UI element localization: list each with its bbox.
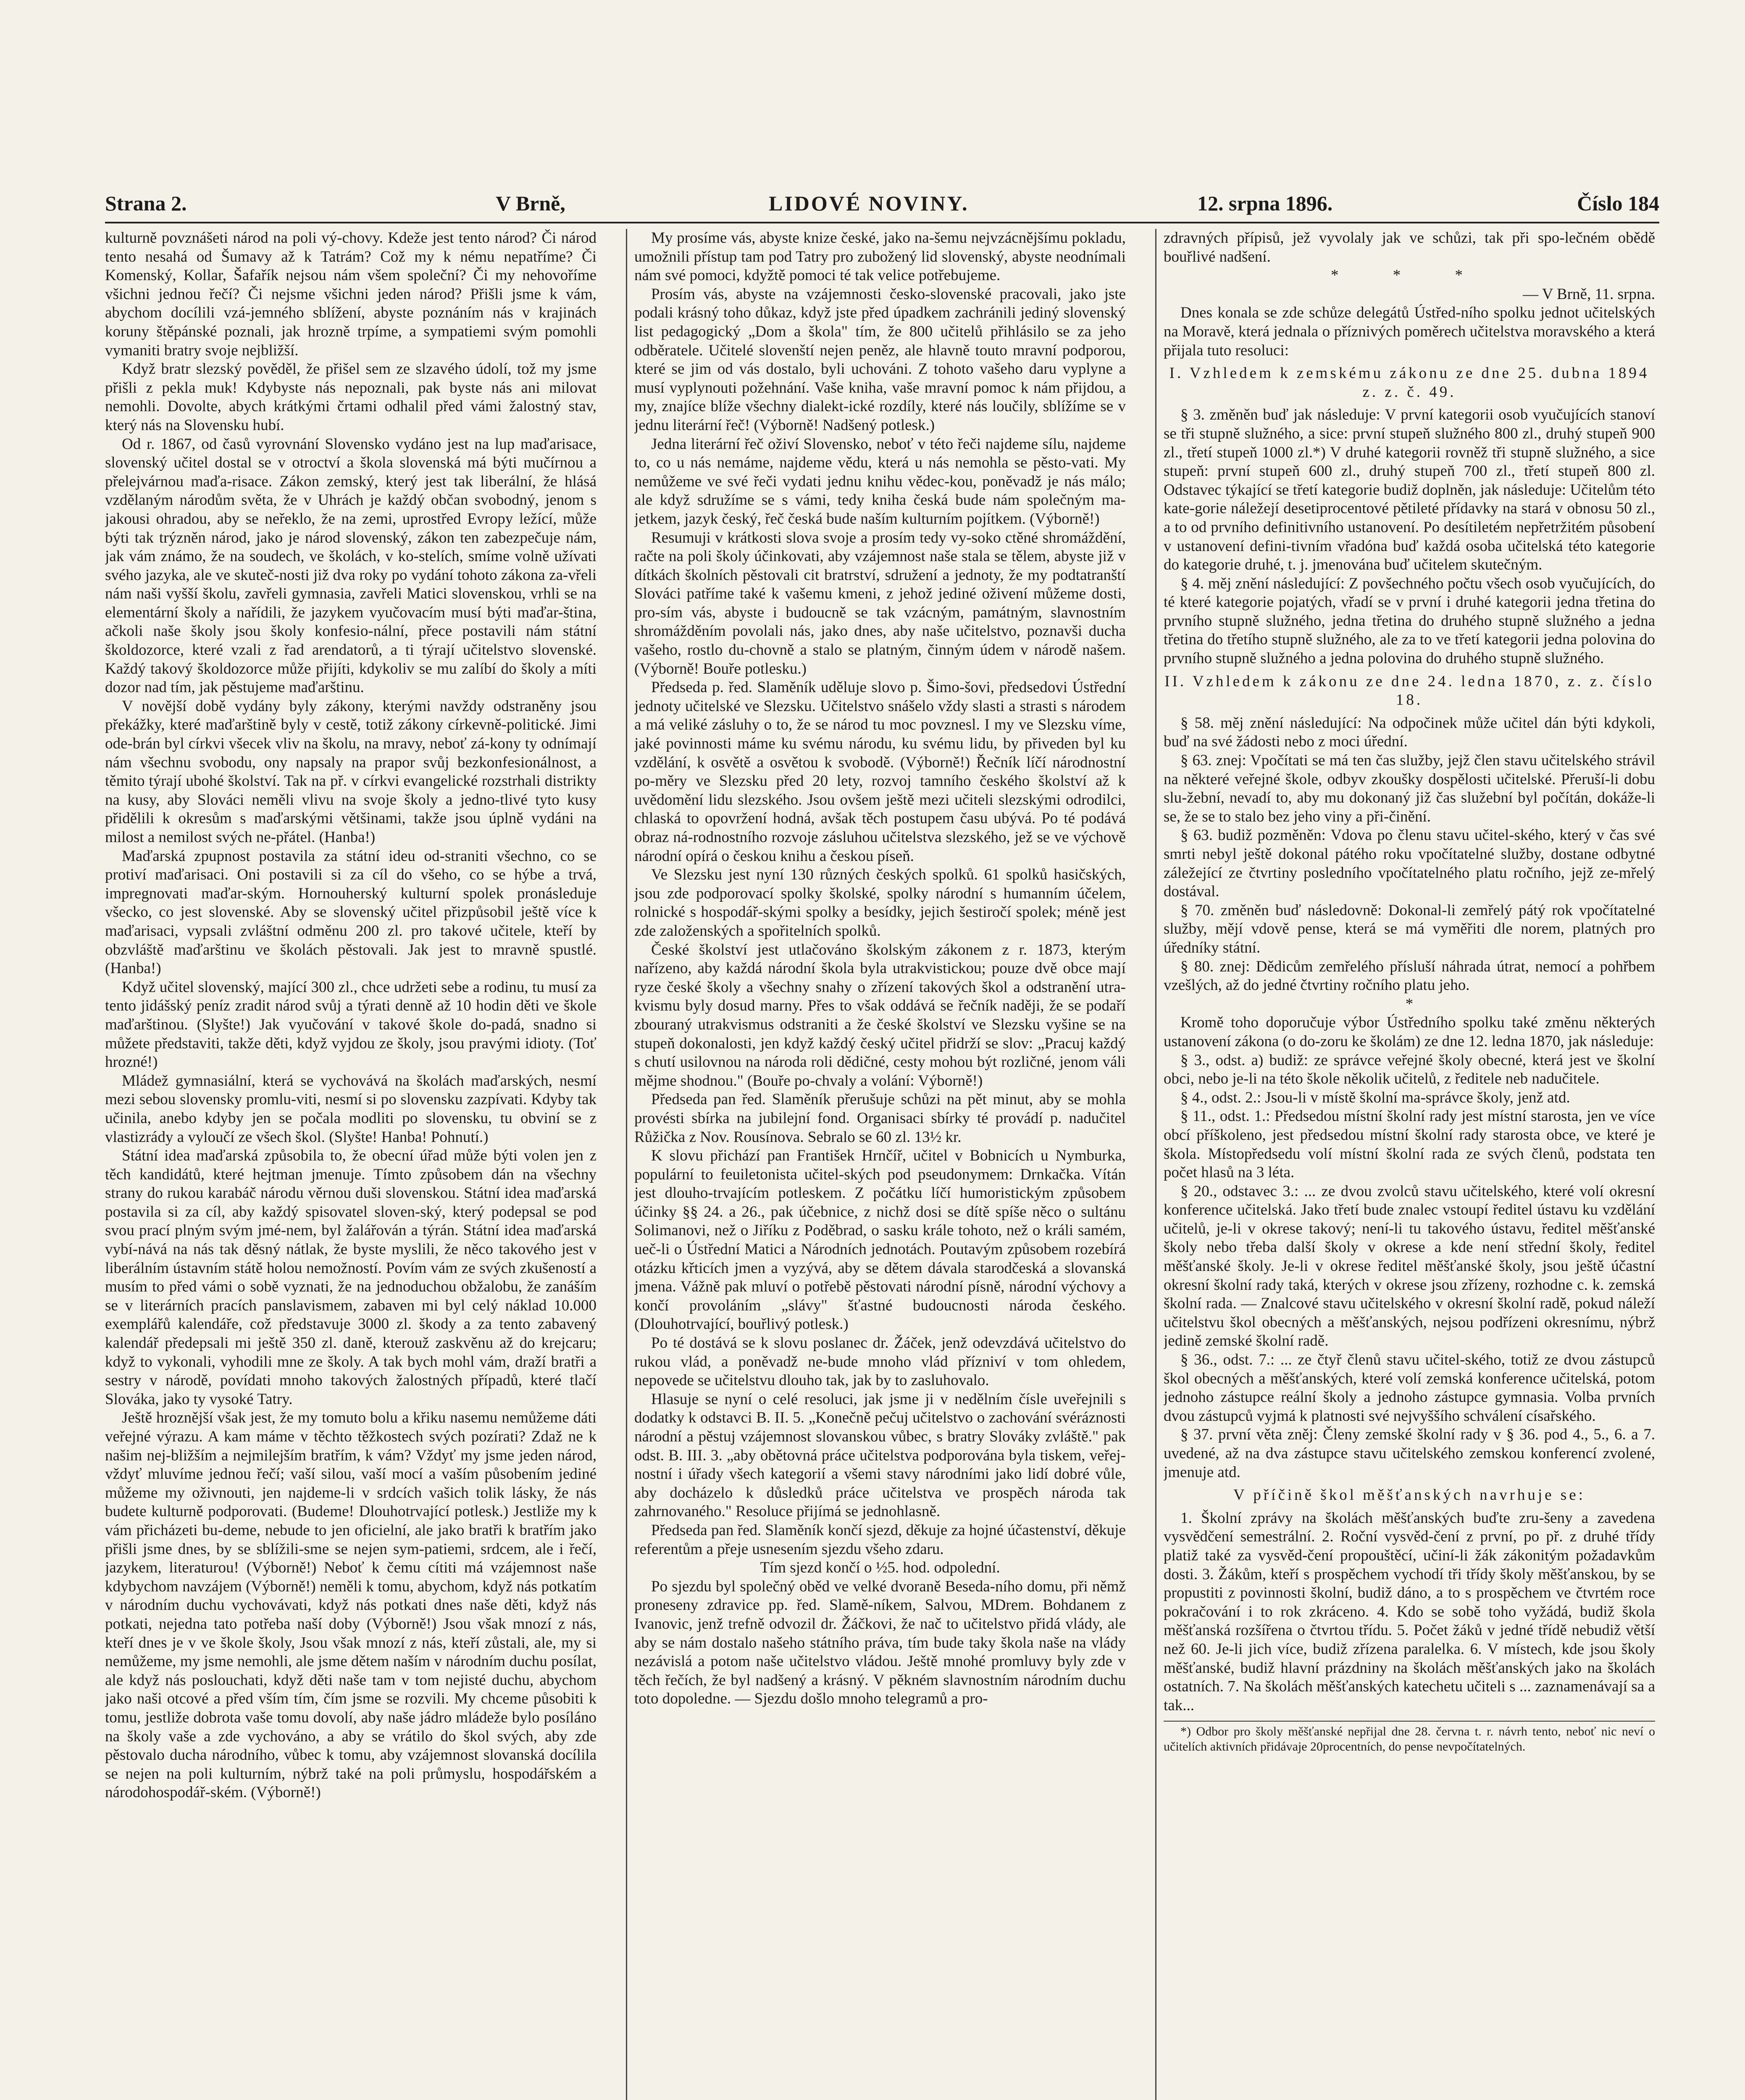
paragraph: § 4. měj znění následující: Z povšechného počtu všech osob vyučujících, do té které kategorie pojatých, vřadí se v první i druhé kategorii jedna třetina do prvního stupně služného, jedna třetina do druhého stupně služného a jedna třetina do třetího stupně služného, ale za to ve třetí kategorii jedna polovina do prvního stupně služného a jedna polovina do druhého stupně služného. [1164,575,1655,667]
dateline: — V Brně, 11. srpna. [1523,285,1655,303]
paragraph: § 70. změněn buď následovně: Dokonal-li zemřelý pátý rok vpočítatelné služby, mějí vdově pense, která se má vyměřiti dle norem, platných pro úředníky státní. [1164,901,1655,956]
column-1 [105,229,597,2100]
paragraph: České školství jest utlačováno školským zákonem z r. 1873, kterým nařízeno, aby každá národní škola byla utrakvistickou; pouze dvě obce mají ryze české školy a všechny snahy o zřízení takových škol a odstranění utra-kvismu byly dosud marny. Přes to však oddává se řečník naději, že se podaří zbouraný utrakvismus odstraniti a že české školství ve Slezsku vyšine se na stupeň dokonalosti, jen když každý český učitel přidrží se slov: „Pracuj každý s chutí usilovnou na národa roli dědičné, cesty mohou být rozličné, jenom váli mějme shodnou." (Bouře po-chvaly a volání: Výborně!) [634,941,1126,1089]
paragraph: § 63. budiž pozměněn: Vdova po členu stavu učitel-ského, který v čas své smrti nebyl ještě dokonal pátého roku vpočítatelné služby, dostane odbytné záležející ze čtvrtiny posledního vpočítatelného platu ročního, jejž ze-mřelý dostával. [1164,827,1655,900]
paragraph: § 63. znej: Vpočítati se má ten čas služby, jejž člen stavu učitelského strávil na některé veřejné škole, odbyv zkoušky dospělosti učitelské. Přeruší-li dobu slu-žební, nevadí to, aby mu dokonaný již čas služební byl počítán, dokáže-li se, že se to stalo bez jeho viny a při-činění. [1164,752,1655,825]
issue-date: 12. srpna 1896. [1197,192,1333,215]
footnote: *) Odbor pro školy měšťanské nepřijal dne 28. června t. r. návrh tento, neboť nic neví o učitelích aktivních přidávaje 20procentních, do pense nevpočítatelných. [1164,1721,1655,1754]
paragraph: Předseda pan řed. Slaměník přerušuje schůzi na pět minut, aby se mohla provésti sbírka na jubilejní fond. Organisaci sbírky té provádí p. nadučitel Růžička z Nov. Rousínova. Sebralo se 60 zl. 13½ kr. [634,1091,1126,1146]
paragraph: § 3. změněn buď jak následuje: V první kategorii osob vyučujících stanoví se tři stupně služného, a sice: první stupeň služného 800 zl., druhý stupeň 900 zl., třetí stupeň 1000 zl.*) V druhé kategorii rovněž tři stupně služného, a sice stupeň: první stupeň 600 zl., druhý stupeň 700 zl., třetí stupeň 800 zl. Odstavec týkající se třetí kategorie budiž doplněn, jak následuje: Učitelům této kate-gorie náležejí desetiprocentové pětileté přídavky na stará v obnosu 50 zl., a to od prvního definitivního ustanovení. Po desítiletém nepřetržitém působení v ustanovení defini-tivním vřadóna buď každá osoba učitelská této kategorie do kategorie druhé, t. j. jmenována buď učitelem skutečným. [1164,406,1655,574]
paragraph: Předseda pan řed. Slaměník končí sjezd, děkuje za hojné účastenství, děkuje referentům a přeje usnesením sjezdu všeho zdaru. [634,1521,1126,1558]
paragraph: Po té dostává se k slovu poslanec dr. Žáček, jenž odevzdává učitelstvo do rukou vlád, a poněvadž ne-bude mnoho vlád přízniví v tom ohledem, nepovede se učitelstvu dlouho tak, jak by to zasluhovalo. [634,1334,1126,1389]
column-2 [634,229,1126,2100]
page-header [105,191,1659,220]
issue-number: Číslo 184 [1577,192,1659,215]
paragraph: Dnes konala se zde schůze delegátů Ústřed-ního spolku jednot učitelských na Moravě, která jednala o příznivých poměrech učitelstva moravského a která přijala tuto resoluci: [1164,304,1655,359]
paragraph: Když bratr slezský pověděl, že přišel sem ze slzavého údolí, tož my jsme přišli z pekla muk! Kdybyste nás nepoznali, pak byste nás ani milovat nemohli. Dovolte, abych krátkými črtami odhalil před vámi žalostný stav, který nás na Slovensku hubí. [105,360,597,434]
place: V Brně, [496,192,565,215]
paragraph: kulturně povznášeti národ na poli vý-chovy. Kdeže jest tento národ? Či národ tento nesahá od Šumavy až k Tatrám? Což my k nému nepatříme? Či Komenský, Kollar, Šafařík nejsou nám všem společní? Či my nehovoříme všichni jednou řečí? Či nejsme všichni jeden národ? Přišli jsme k vám, abychom docílili vzá-jemného sblížení, abyste poznáním nás v krajinách koruny štěpánské poznali, jak hrozně trpíme, a sympatiemi svým pomohli vymaniti bratry svoje nejbližší. [105,229,597,359]
paragraph: Jedna literární řeč oživí Slovensko, neboť v této řeči najdeme sílu, najdeme to, co u nás nemáme, najdeme vědu, která u nás nemohla se pěsto-vati. My nemůžeme ve své řeči vydati jednu knihu vědec-kou, poněvadž je nás málo; ale když sdružíme se s vámi, tedy kniha česká bude nám společným ma-jetkem, jazyk český, řeč česká bude naším kulturním pojítkem. (Výborně!) [634,435,1126,528]
paragraph: V novější době vydány byly zákony, kterými navždy odstraněny jsou překážky, které maďarštině byly v cestě, totiž zákony církevně-politické. Jimi ode-brán byl církvi všecek vliv na školu, na mravy, neboť zá-kony ty odnímají nám všechnu svobodu, ony napsaly na prapor svůj bezkonfesionálnost, a těmito týrají ubohé školství. Tak na př. v církvi evangelické rozstrhali distrikty na kusy, aby Slováci neměli vlivu na svoje školy a jedno-tlivé tyto kusy přidělili k okresům s maďarskými většinami, takže jsou úplně vydáni na milost a nemilost svých ne-přátel. (Hanba!) [105,697,597,846]
header-rule [105,222,1659,223]
paragraph: § 80. znej: Dědicům zemřelého přísluší náhrada útrat, nemocí a pohřbem vzešlých, až do jedné čtvrtiny ročního platu jeho. [1164,958,1655,994]
section-heading: I. Vzhledem k zemskému zákonu ze dne 25. dubna 1894 z. z. č. 49. [1169,365,1650,401]
paragraph: zdravných přípisů, jež vyvolaly jak ve schůzi, tak při spo-lečném obědě bouřlivé nadšení. [1164,229,1655,265]
paragraph: Předseda p. řed. Slaměník uděluje slovo p. Šimo-šovi, předsedovi Ústřední jednoty učitelské ve Slezsku. Učitelstvo snášelo vždy slasti a strasti s národem a má veliké zásluhy o to, že se národ tu moc povznesl. I my ve Slezsku víme, jaké povinnosti máme ku svému národu, ku svému lidu, by přiveden byl ku vzdělání, k osvětě a osvětou k svobodě. (Výborně!) Řečník líčí národnostní po-měry ve Slezsku před 20 lety, rozvoj tamního českého školství až k uvědomění lidu slezského. Jsou ovšem ještě mezi učiteli slezskými odrodilci, chlaská to opovržení hodná, avšak těch postupem času ubývá. Po té podává obraz ná-rodnostního rozvoje zásluhou učitelstva slezského, jež se ve výchově národní opírá o českou knihu a českou píseň. [634,679,1126,865]
column-divider [1155,229,1156,2100]
paragraph: Od r. 1867, od časů vyrovnání Slovensko vydáno jest na lup maďarisace, slovenský učitel dostal se v otroctví a škola slovenská má býti mučírnou a přelejvárnou maďa-risace. Zákon zemský, který jest tak liberální, že hlásá vzdělaným národům světa, že v Uhrách je každý občan svobodný, jenom s jakousi ohradou, aby se neřeklo, že na zemi, uprostřed Evropy ležící, může býti tak trýzněn národ, jako je národ slovenský, zákon ten zabezpečuje nám, jak vám známo, že na soudech, ve školách, v ko-stelích, smíme volně užívati svého jazyka, ale ve skuteč-nosti již dva roky po vydání tohoto zákona za-vřeli nám naši vyšší školu, zavřeli gymnasia, zavřeli Matici slovenskou, vrhli se na elementární školy a nařídili, že jazykem vyučovacím musí býti maďar-ština, ačkoli naše školy jsou školy konfesio-nální, přece postavili nám státní školdozorce, které vzali z řad arendatorů, a ti týrají učitelstvo slovenské. Každý takový školdozorce může přijíti, kdykoliv se mu zalíbí do školy a míti dozor nad tím, jak pěstujeme maďarštinu. [105,435,597,696]
masthead: LIDOVÉ NOVINY. [769,192,969,215]
paragraph: Prosím vás, abyste na vzájemnosti česko-slovenské pracovali, jako jste podali krásný toho důkaz, když jste před úpadkem zachránili jediný slovenský list pedagogický „Dom a škola" tím, že 800 učitelů přihlásilo se za jeho odběratele. Učitelé slovenští nejen peněz, ale hlavně touto mravní podporou, které se jim od vás dostalo, byli uchováni. Z tohoto vašeho daru vyplyne a musí vyplynouti požehnání. Vaše kniha, vaše mravní pomoc k nám přijdou, a my, znajíce blíže všechny dialekt-ické rozdíly, které nás loučily, sblížíme se v jednu literární řeč! (Výborně! Nadšený potlesk.) [634,285,1126,434]
page-number: Strana 2. [105,192,187,215]
paragraph: Maďarská zpupnost postavila za státní ideu od-straniti všechno, co se protiví maďarisaci. Oni postavili si za cíl do všeho, co se hýbe a trvá, impregnovati maďar-ským. Hornouherský kulturní spolek pronásleduje všecko, co jest slovenské. Aby se slovenský učitel přizpůsobil ještě více k maďarisaci, vypsali zvláštní odměnu 200 zl. pro takové učitele, kteří by obzvláště maďarštinu ve školách pěstovali. Jak jest to mravně spustlé. (Hanba!) [105,847,597,977]
column-3 [1164,229,1655,2100]
paragraph: § 4., odst. 2.: Jsou-li v místě školní ma-správce školy, jenž atd. [1180,1089,1570,1106]
paragraph: § 36., odst. 7.: ... ze čtyř členů stavu učitel-ského, totiž ze dvou zástupců škol obecných a měšťanských, které volí zemská konference učitelská, potom jednoho zástupce reální školy a jednoho zástupce gymnasia. Volba prvních dvou zástupců vyjmá k platnosti své nejvyššího schválení císařského. [1164,1351,1655,1425]
column-divider [626,229,627,2100]
paragraph: Když učitel slovenský, mající 300 zl., chce udržeti sebe a rodinu, tu musí za tento jidášský peníz zradit národ svůj a týrati denně až 10 hodin děti ve škole maďarštinou. (Slyšte!) Jak vyučování v takové škole do-padá, snadno si můžete představiti, takže děti, když vyjdou ze školy, jsou pravými idioty. (Toť hrozné!) [105,978,597,1071]
paragraph: Ještě hroznější však jest, že my tomuto bolu a křiku nasemu nemůžeme dáti veřejné výrazu. A kam máme v těchto těžkostech svých pozírati? Zdaž ne k našim nej-bližším a nejmilejším bratřím, k vám? Vždyť my jsme jeden národ, vždyť mluvíme jednou řečí; vaší silou, vaší mocí a vaším působením jediné můžeme my oživnouti, jen najdeme-li v srdcích vašich tolik lásky, že nás budete kulturně podporovati. (Budeme! Dlouhotrvající potlesk.) Jestliže my k vám přicházeti bu-deme, nebude to jen oficielní, ale jako bratři k bratřím jako přišli jsme dnes, by se sblížili-sme se nejen sym-patiemi, srdcem, ale i řečí, jazykem, literaturou! (Výborně!) Neboť k čemu cítiti má vzájemnost naše kdybychom navzájem (Výborně!) neměli k tomu, abychom, když nás potkatím v národním duchu vychovávati, když nás potkati dnes naše děti, když nás potkati, nejedna tato potřeba naší doby (Výborně!) Jsou však mnozí z nás, kteří dnes je v ve škole školy, Jsou však mnozí z nás, kteří zůstali, ale, my si nemůžeme, my jsme nemohli, ale jsme dětem naším v národním duchu posílat, ale když nás poslouchati, když děti naše tam v tom nejisté duchu, abychom jako naši otcové a před vším tím, čím jsme se rozvili. My chceme působiti k tomu, jestliže dobrota vaše tomu dovolí, aby naše jádro mládeže bylo posíláno na školy vaše a zde vychováno, a aby se vrátilo do škol svých, aby zde pěstovalo ducha národního, vůbec k tomu, aby vzájemnost slovanská docílila se nejen na poli kulturním, nýbrž také na poli průmyslu, hospodářském a národohospodář-ském. (Výborně!) [105,1409,597,1801]
paragraph: Státní idea maďarská způsobila to, že obecní úřad může býti volen jen z těch kandidátů, které hejtman jmenuje. Tímto způsobem dán na všechny strany do rukou karabáč národu věrnou duši slovenskou. Státní idea maďarská postavila si za cíl, aby každý spisovatel sloven-ský, který podepsal se pod svou prací plným svým jmé-nem, byl žalářován a týrán. Státní idea maďarská vybí-nává na nás tak děsný nátlak, že byste myslili, že něco takového jest v liberálním ústavním státě holou nemožností. Povím vám ze svých zkušeností a musím to před vámi o sobě vyznati, že na jednoduchou obžalobu, že zanáším se v literárních pracích panslavismem, zabaven mi byl celý náklad 10.000 exemplářů kalendáře, což představuje 3000 zl. škody a za tento zabavený kalendář předepsali mi ještě 350 zl. daně, kterouž zaskvěnu až do krejcaru; když to vykonali, vyhodili mne ze školy. A tak bych mohl vám, draží bratři a sestry v národě, povídati mnoho takových žalostných případů, které tlačí Slováka, jako ty vysoké Tatry. [105,1147,597,1408]
paragraph: Mládež gymnasiální, která se vychovává na školách maďarských, nesmí mezi sebou slovensky promlu-viti, nesmí si po slovensku zazpívati. Kdyby tak učinila, anebo kdyby jen se počala modliti po slovensku, tu obviní se z vlastizrády a vyloučí ze všech škol. (Slyšte! Hanba! Pohnutí.) [105,1072,597,1146]
paragraph: § 3., odst. a) budiž: ze správce veřejné školy obecné, která jest ve školní obci, nebo je-li na této škole několik učitelů, z ředitele neb nadučitele. [1164,1051,1655,1088]
paragraph: Tím sjezd končí o ½5. hod. odpolední. [760,1559,1000,1577]
paragraph: Po sjezdu byl společný oběd ve velké dvoraně Beseda-ního domu, při němž proneseny zdravice pp. řed. Slamě-níkem, Salvou, MDrem. Bohdanem z Ivanovic, jenž trefně odvozil dr. Žáčkovi, že nač to učitelstvo přidá vlády, ale aby se nám dostalo našeho státního práva, tím bude taky škola naše na vlády nezávislá a potom naše učitelstvo vládou. Ještě mnohé promluvy byly zde v těch řečích, že byl nadšený a krásný. V pěkném slavnostním národním duchu toto dopoledne. — Sjezdu došlo mnoho telegramů a pro- [634,1578,1126,1708]
paragraph: § 20., odstavec 3.: ... ze dvou zvolců stavu učitelského, které volí okresní konference učitelská. Jako třetí bude znalec vstoupí ředitel ústavu ku vzdělání učitelů, je-li v okrese takový; není-li tu takového ústavu, ředitel měšťanské školy nebo třeba další školy v okrese a kde není střední školy, ředitel měšťanské školy. Je-li v okrese ředitel měšťanské školy, jsou ještě účastní okresní školní rady taká, kterých v okrese jsou zřízeny, rozhodne c. k. zemská školní rada. — Znalcové stavu učitelského v okresní školní radě, pokud náleží učitelstvu škol obecných a měšťanských, nejsou podřízeni okresnímu, nýbrž jedině zemské školní radě. [1164,1182,1655,1350]
section-heading: II. Vzhledem k zákonu ze dne 24. ledna 1870, z. z. číslo 18. [1164,672,1654,709]
section-separator: * * * [1331,267,1488,284]
paragraph: My prosíme vás, abyste knize české, jako na-šemu nejvzácnějšímu pokladu, umožnili přístup tam pod Tatry pro zubožený lid slovenský, abyste neodnímali nám své pomoci, kdyžtě pomoci té tak velice potřebujeme. [634,229,1126,284]
paragraph: Kromě toho doporučuje výbor Ústředního spolku také změnu některých ustanovení zákona (o do-zoru ke školám) ze dne 12. ledna 1870, jak následuje: [1164,1014,1655,1050]
paragraph: § 58. měj znění následující: Na odpočinek může učitel dán býti kdykoli, buď na své žádosti nebo z moci úřední. [1164,714,1655,751]
paragraph: K slovu přichází pan František Hrnčíř, učitel v Bobnicích u Nymburka, populární to feuiletonista učitel-ských pod pseudonymem: Drnkačka. Vítán jest dlouho-trvajícím potleskem. Z počátku líčí humoristickým způsobem účinky §§ 24. a 26., pak účebnice, z nichž dosi se dítě spíše něco o sultánu Solimanovi, než o Jiříku z Poděbrad, o sasku krále tohoto, než o králi samém, ueč-li o Ústřední Matici a Národních jednotách. Poutavým způsobem rozebírá otázku křticích jmen a vyzývá, aby se dětem dávala starodčeská a slovanská jmena. Vážně pak mluví o potřebě pěstovati národní písně, národní výchovy a končí provoláním „slávy" šťastné budoucnosti národa českého. (Dlouhotrvající, bouřlivý potlesk.) [634,1147,1126,1333]
paragraph: Ve Slezsku jest nyní 130 různých českých spolků. 61 spolků hasičských, jsou zde podporovací spolky školské, spolky národní s humanním účelem, rolnické s hospodář-skými spolky a besídky, jejich šestiročí spolek; méně jest zde založenských a spořitelních spolků. [634,866,1126,940]
paragraph: 1. Školní zprávy na školách měšťanských buďte zru-šeny a zavedena vysvědčení semestrální. 2. Roční vysvěd-čení z první, po př. z druhé třídy platiž také za vysvěd-čení propouštěcí, učiní-li žák zákonitým požadavkům dosti. 3. Žákům, kteří s prospěchem vychodí tři třídy školy měšťanskou, by se propustiti z povinnosti školní, budiž dáno, a to s prospěchem ve čtvrtém roce pokračování i to rok zkráceno. 4. Kdo se sobě toho vyžádá, budiž škola měšťanská rozšířena o čtvrtou třídu. 5. Počet žáků v jedné třídě nebudiž větší než 60. Je-li jich více, budiž zřízena paralelka. 6. V místech, kde jsou školy měšťanské, budiž hlavní prázdniny na školách měšťanských jako na školách ostatních. 7. Na školách měšťanských katechetu učiteli s ... zaznamenávají sa a tak... [1164,1509,1655,1714]
paragraph: § 37. první věta zněj: Členy zemské školní rady v § 36. pod 4., 5., 6. a 7. uvedené, až na dva zástupce stavu učitelského zemskou konferencí zvolené, jmenuje atd. [1164,1426,1655,1481]
paragraph: § 11., odst. 1.: Předsedou místní školní rady jest místní starosta, jen ve více obcí příškoleno, jest předsedou místní školní rady starosta obce, ve které je škola. Místopředsedu volí místní školní rada ze svých členů, podstata ten počet hlasů na 3 léta. [1164,1108,1655,1181]
paragraph: Hlasuje se nyní o celé resoluci, jak jsme ji v nedělním čísle uveřejnili s dodatky k odstavci B. II. 5. „Konečně pečuj učitelstvo o zachování svéráznosti národní a pěstuj vzájemnost slovanskou vůbec, s bratry Slováky zvláště." pak odst. B. III. 3. „aby obětovná práce učitelstva podporována byla tiskem, veřej-nostní i úřady všech kategorií a všemi stavy národními jako lidí dobré vůle, aby docházelo k důsledků práce učitelstva ve prospěch národa tak zahrnovaného." Resoluce přijímá se jednohlasně. [634,1390,1126,1520]
section-separator: * [1405,995,1414,1013]
paragraph: Resumuji v krátkosti slova svoje a prosím tedy vy-soko ctěné shromáždění, račte na poli školy účinkovati, aby vzájemnost naše stala se tělem, abyste již v dítkách školních pěstovali cit bratrství, sdružení a jednoty, že my podtatranští Slováci patříme také k vašemu kmeni, z jehož jediné oživení můžeme dosti, pro-sím vás, abyste i budoucně se tak vzácným, památným, slavnostním shromážděním povolali nás, jako dnes, aby naše učitelstvo, poznavši ducha vašeho, rostlo du-chovně a stalo se platným, činným údem v národě našem. (Výborně! Bouře potlesku.) [634,529,1126,677]
section-heading: V příčině škol měšťanských navrhuje se: [1233,1486,1585,1504]
